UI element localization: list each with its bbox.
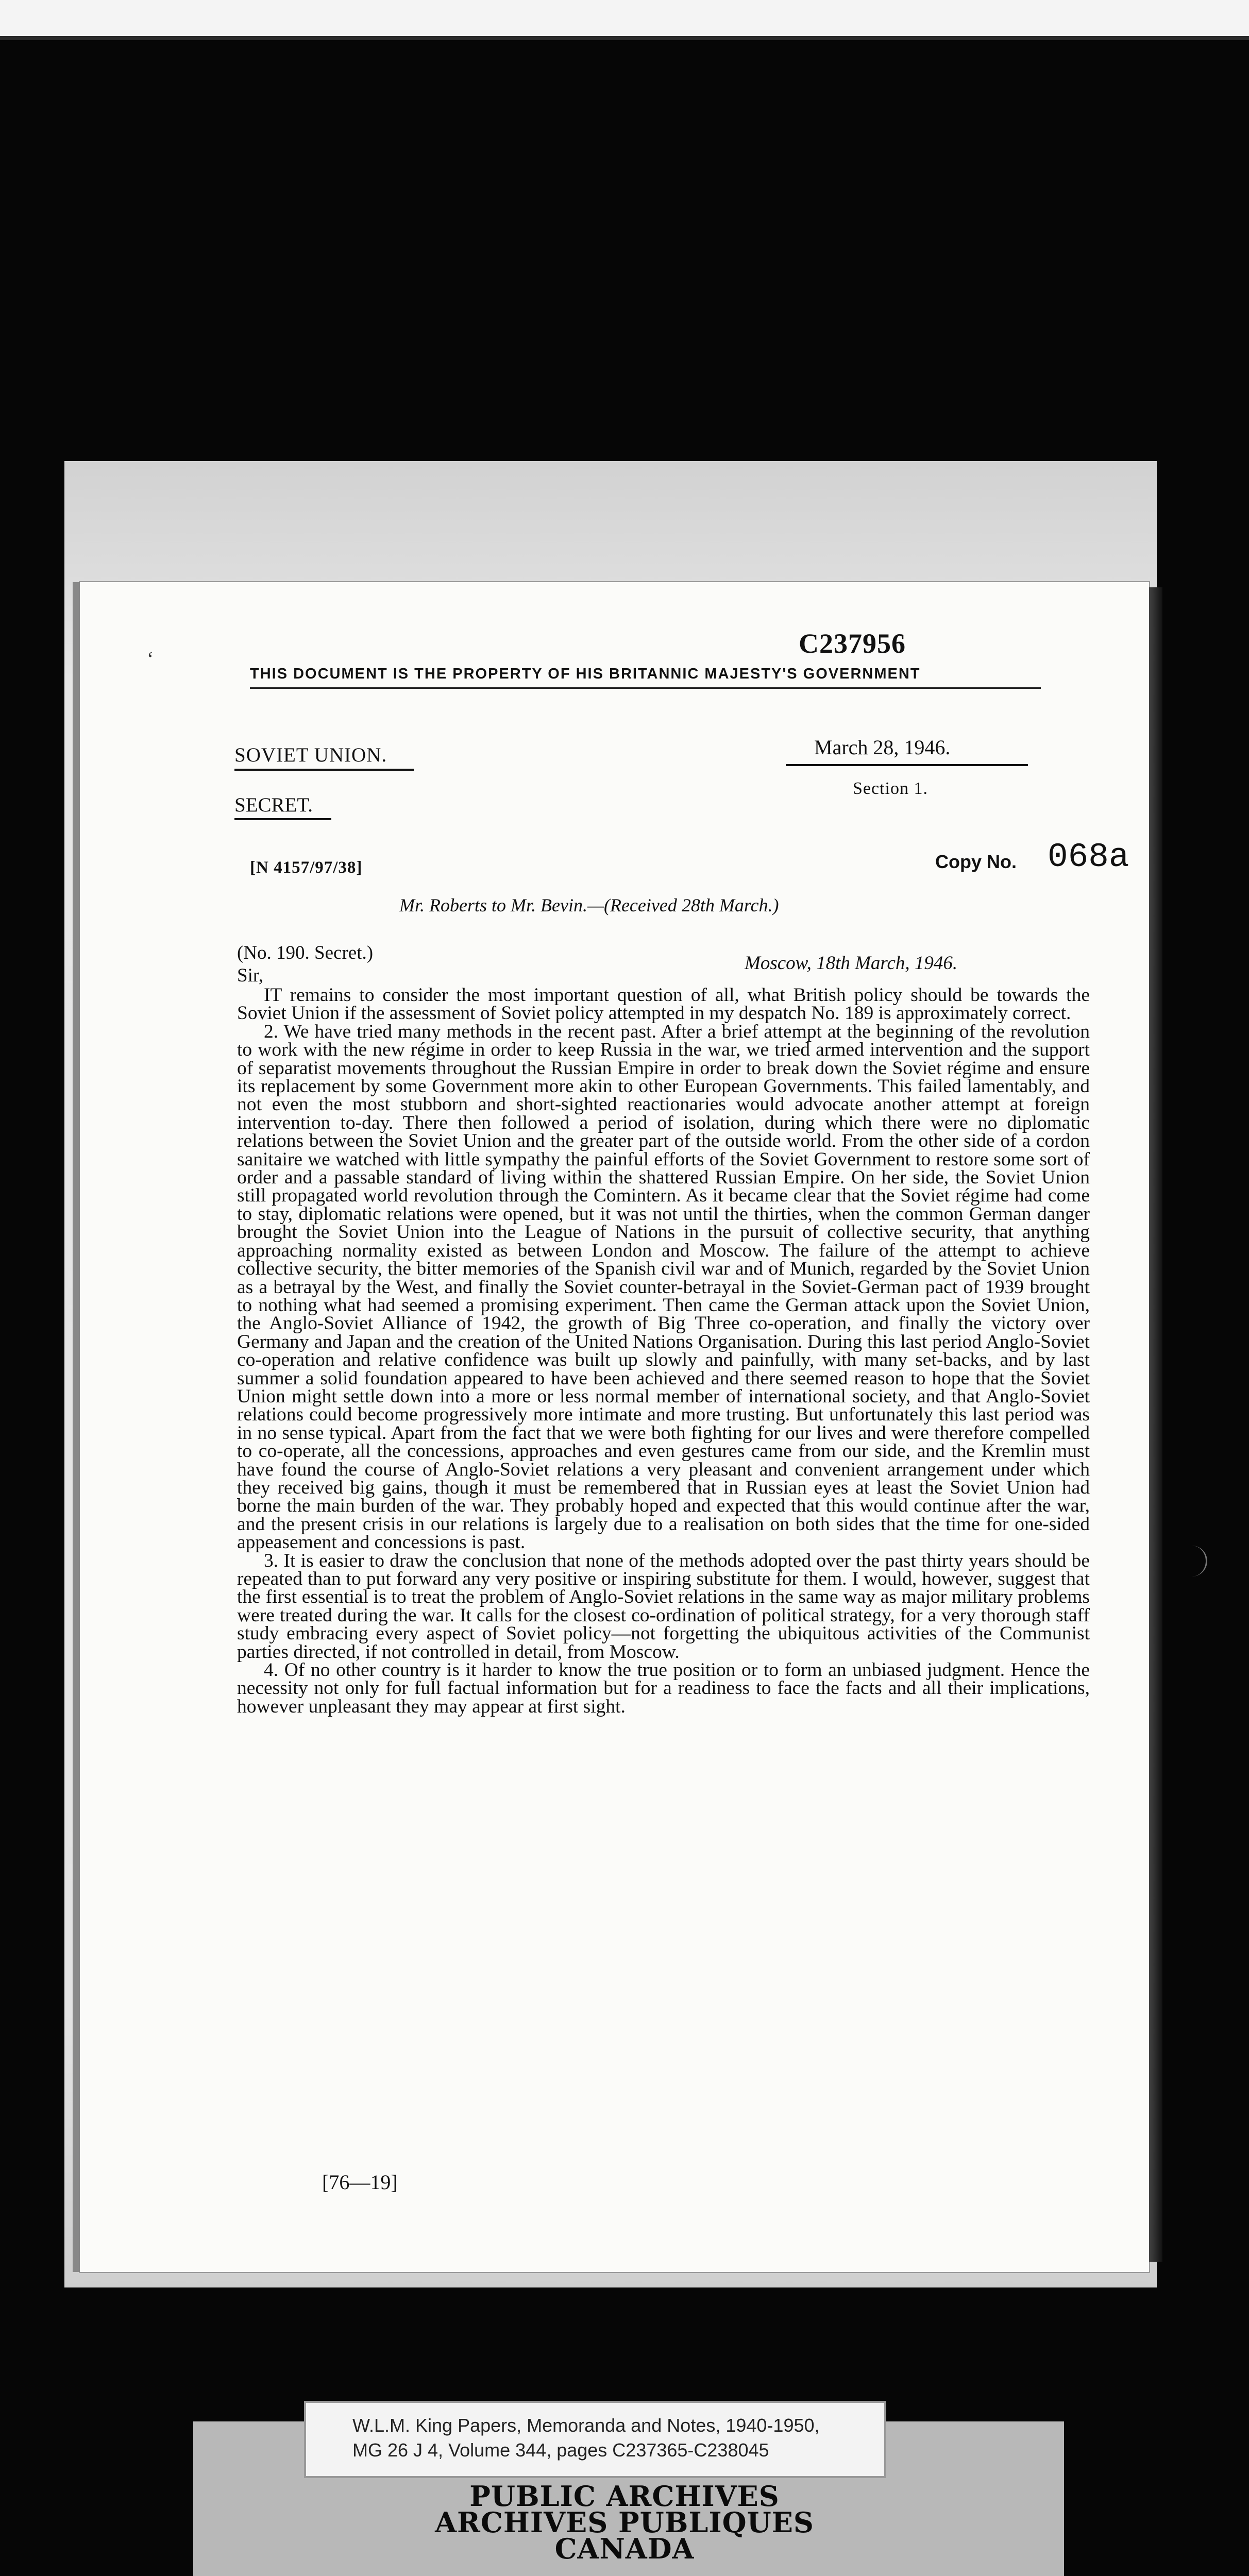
paragraph-1: IT remains to consider the most important question of all, what British policy should be towards the Soviet Union if the assessment of Soviet policy attempted in my despatch No. 189 is approximately correct. <box>237 985 1090 1024</box>
place-date: Moscow, 18th March, 1946. <box>745 953 958 974</box>
stamp-line2: ARCHIVES PUBLIQUES <box>435 2506 814 2539</box>
copy-label: Copy No. <box>935 851 1017 872</box>
film-top-strip <box>0 0 1249 36</box>
paragraph-4: 4. Of no other country is it harder to know the true position or to form an unbiased judgment. Hence the necessity not only for full factual information but for a readiness to face the facts and all their implications, however unpleasant they may appear at first sight. <box>237 1659 1090 1717</box>
document-page <box>80 582 1149 2272</box>
paragraph-3: 3. It is easier to draw the conclusion that none of the methods adopted over the past thirty years should be repeated than to put forward any very positive or inspiring substitute for them. I would, however, suggest that the first essential is to treat the problem of Anglo-Soviet relations in the same way as major military problems were treated during the war. It calls for the closest co-ordination of political strategy, for a very thorough staff study embracing every aspect of Soviet policy—not forgetting the ubiquitous activities of the Communist parties directed, if not controlled in detail, from Moscow. <box>237 1550 1090 1663</box>
letter-body <box>237 986 1090 1716</box>
despatch-heading: Mr. Roberts to Mr. Bevin.—(Received 28th March.) <box>399 895 779 916</box>
divider <box>234 769 414 771</box>
archive-label-line1: W.L.M. King Papers, Memoranda and Notes, 1940-1950, <box>352 2415 820 2436</box>
print-reference: [76—19] <box>322 2171 398 2194</box>
divider <box>234 818 331 820</box>
divider <box>786 764 1028 766</box>
section-label: Section 1. <box>853 779 928 798</box>
copy-number: 068a <box>1048 838 1129 876</box>
file-reference: [N 4157/97/38] <box>250 858 363 877</box>
page-fold <box>1185 1546 1207 1577</box>
document-number: C237956 <box>799 628 906 659</box>
country-heading: SOVIET UNION. <box>234 744 387 766</box>
salutation: Sir, <box>237 965 263 986</box>
document-date: March 28, 1946. <box>814 736 951 759</box>
stamp-line1: PUBLIC ARCHIVES <box>469 2480 780 2513</box>
film-top-edge <box>0 36 1249 40</box>
paragraph-2: 2. We have tried many methods in the recent past. After a brief attempt at the beginning of the revolution to work with the new régime in order to keep Russia in the war, we tried armed intervention and the support of separatist movements throughout the Russian Empire in order to break down the Soviet régime and ensure its replacement by some Government more akin to other European Governments. This failed lamentably, and not even the most stubborn and short-sighted reactionaries would advocate another attempt at foreign intervention to-day. There then followed a period of isolation, during which there were no diplomatic relations between the Soviet Union and the greater part of the outside world. From the other side of a cordon sanitaire we watched with little sympathy the painful efforts of the Soviet Government to restore some sort of order and a passable standard of living within the shattered Russian Empire. On her side, the Soviet Union still propagated world revolution through the Comintern. As it became clear that the Soviet régime had come to stay, diplomatic relations were opened, but it was not until the thirties, when the common German danger brought the Soviet Union into the League of Nations in the pursuit of collective security, that anything approaching normality existed as between London and Moscow. The failure of the attempt to achieve collective security, the bitter memories of the Spanish civil war and of Munich, regarded by the Soviet Union as a betrayal by the West, and finally the Soviet counter-betrayal in the Soviet-German pact of 1939 brought to nothing what had seemed a promising experiment. Then came the German attack upon the Soviet Union, the Anglo-Soviet Alliance of 1942, the growth of Big Three co-operation, and finally the victory over Germany and Japan and the creation of the United Nations Organisation. During this last period Anglo-Soviet co-operation and relative confidence was built up slowly and painfully, with many set-backs, and by last summer a solid foundation appeared to have been achieved and there seemed reason to hope that the Soviet Union might settle down into a more or less normal member of international society, and that Anglo-Soviet relations could become progressively more intimate and more trusting. But unfortunately this last period was in no sense typical. Apart from the fact that we were both fighting for our lives and were therefore compelled to co-operate, all the concessions, approaches and even gestures came from our side, and the Kremlin must have found the course of Anglo-Soviet relations a very pleasant and convenient arrangement under which they received big gains, though it must be remembered that in Russian eyes at least the Soviet Union had borne the main burden of the war. They probably hoped and expected that this would continue after the war, and the present crisis in our relations is largely due to a realisation on both sides that the time for one-sided appeasement and concessions is past. <box>237 1021 1090 1553</box>
pencil-mark-icon: ‘ <box>147 647 154 670</box>
divider <box>250 687 1041 689</box>
archives-stamp <box>0 2480 1249 2565</box>
property-notice: THIS DOCUMENT IS THE PROPERTY OF HIS BRITANNIC MAJESTY'S GOVERNMENT <box>250 666 921 682</box>
classification-label: SECRET. <box>234 794 313 816</box>
archive-label-line2: MG 26 J 4, Volume 344, pages C237365-C238045 <box>352 2439 769 2461</box>
archive-label <box>304 2401 886 2478</box>
despatch-reference: (No. 190. Secret.) <box>237 942 374 963</box>
stamp-line3: CANADA <box>554 2532 695 2565</box>
